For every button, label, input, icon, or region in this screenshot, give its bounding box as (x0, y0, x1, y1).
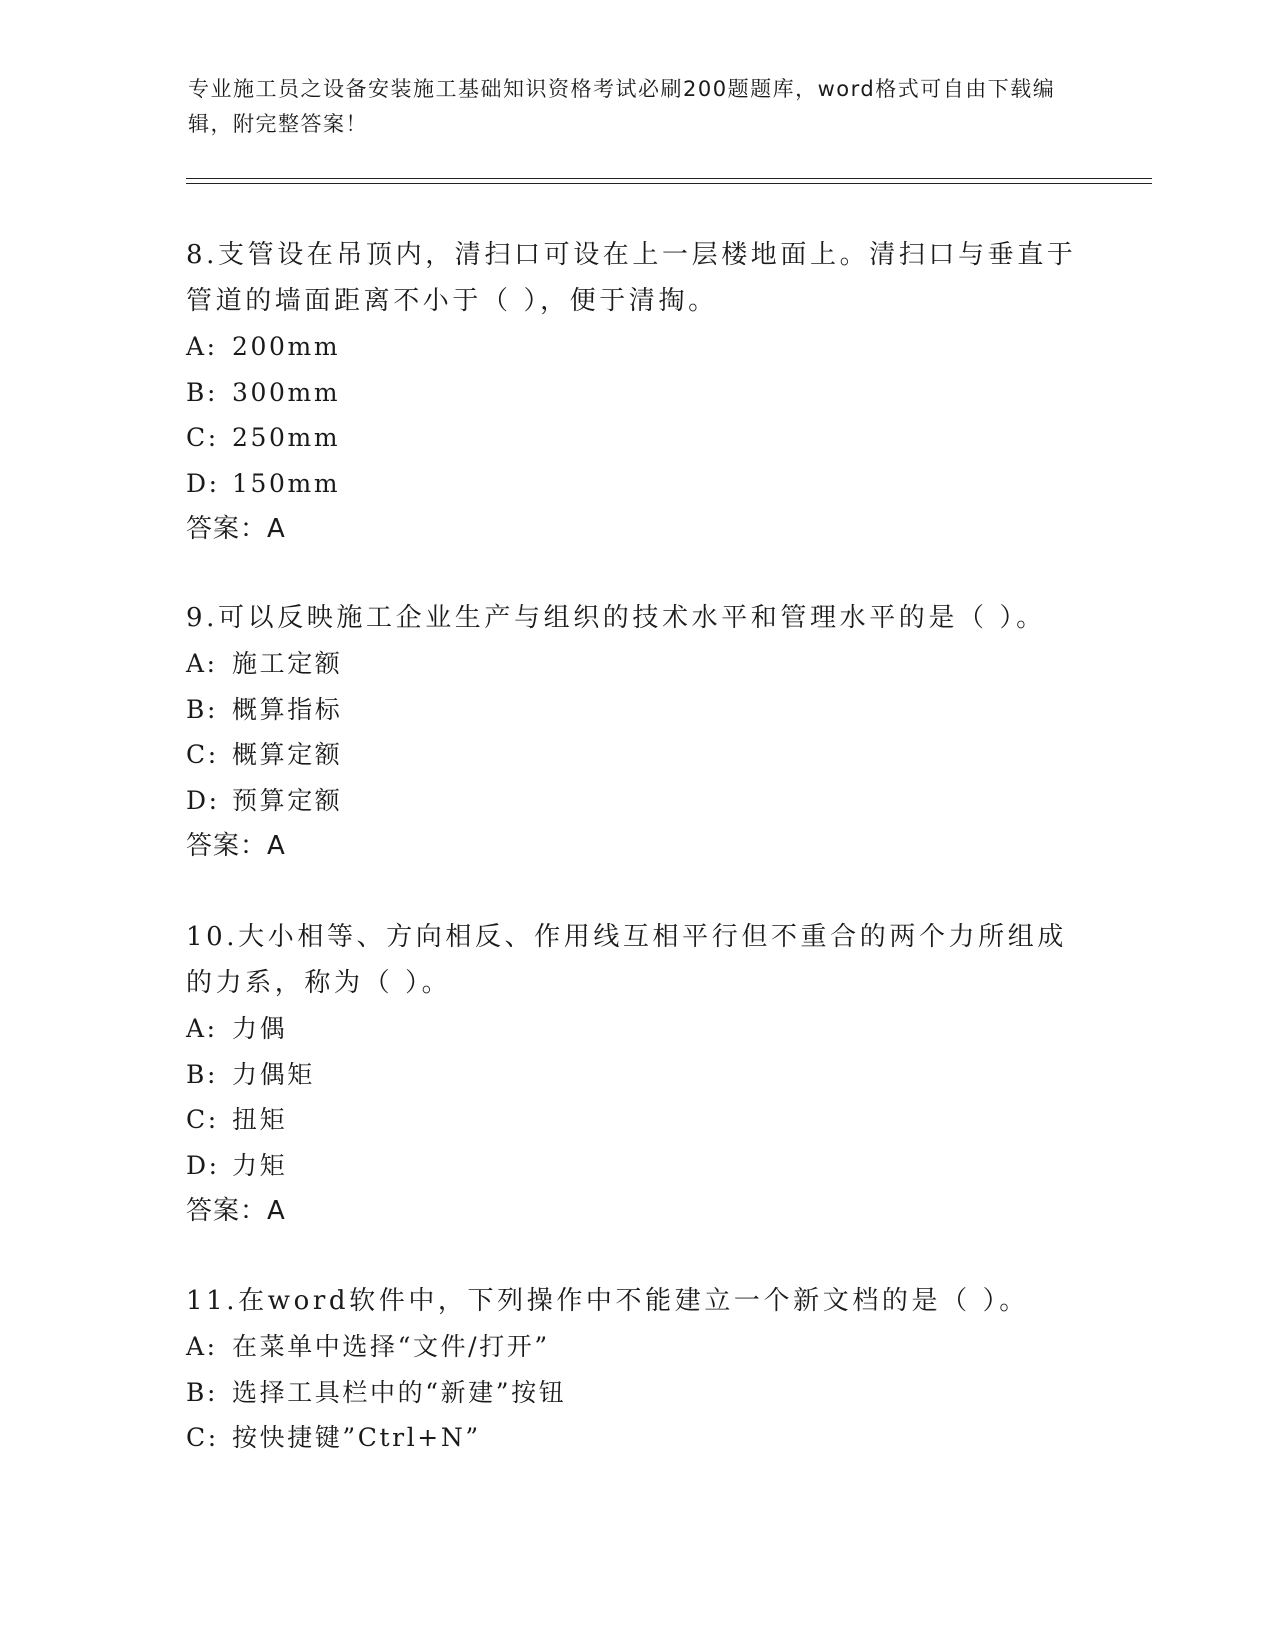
option-letter: A: (186, 1332, 218, 1361)
option-d (186, 1143, 1086, 1189)
option-text: 概算定额 (232, 740, 343, 769)
option-text: 150mm (232, 468, 341, 498)
header-divider-top (186, 178, 1152, 179)
question-8 (186, 232, 1086, 552)
option-text: 施工定额 (232, 649, 343, 678)
option-d (186, 461, 1086, 507)
header-divider-bottom (186, 183, 1152, 184)
question-stem: 11.在word软件中，下列操作中不能建立一个新文档的是（ ）。 (186, 1286, 1029, 1316)
option-b (186, 1052, 1086, 1098)
option-letter: D: (186, 1150, 220, 1180)
option-letter: D: (186, 785, 220, 815)
option-letter: B: (186, 694, 218, 724)
question-stem: 8.支管设在吊顶内，清扫口可设在上一层楼地面上。清扫口与垂直于管道的墙面距离不小于（ ），便于清掏。 (186, 240, 1077, 316)
option-text: 选择工具栏中的“新建”按钮 (232, 1377, 567, 1407)
option-text: 200mm (232, 332, 341, 361)
option-letter: D: (186, 468, 220, 498)
option-c (186, 1415, 1086, 1461)
option-letter: A: (186, 332, 218, 361)
option-a (186, 1324, 1086, 1370)
option-letter: C: (186, 423, 219, 452)
answer-line: 答案：A (186, 514, 286, 544)
option-text: 300mm (232, 377, 341, 407)
question-10 (186, 914, 1086, 1234)
option-text: 力矩 (232, 1150, 288, 1180)
option-text: 力偶矩 (232, 1059, 315, 1089)
option-c (186, 732, 1086, 778)
question-stem: 10.大小相等、方向相反、作用线互相平行但不重合的两个力所组成的力系，称为（ ）。 (186, 922, 1067, 998)
question-9 (186, 595, 1086, 869)
option-text: 概算指标 (232, 694, 343, 724)
option-letter: A: (186, 649, 218, 678)
option-c (186, 1097, 1086, 1143)
option-a (186, 641, 1086, 687)
option-letter: B: (186, 1059, 218, 1089)
option-letter: B: (186, 377, 218, 407)
answer-line: 答案：A (186, 1196, 286, 1226)
option-a (186, 324, 1086, 370)
option-d (186, 778, 1086, 824)
option-b (186, 687, 1086, 733)
question-11 (186, 1278, 1086, 1461)
option-b (186, 370, 1086, 416)
option-text: 预算定额 (232, 785, 343, 815)
option-text: 在菜单中选择“文件/打开” (232, 1332, 550, 1361)
option-text: 按快捷键”Ctrl+N” (232, 1423, 481, 1452)
option-letter: C: (186, 1105, 219, 1134)
option-c (186, 415, 1086, 461)
option-a (186, 1006, 1086, 1052)
question-stem: 9.可以反映施工企业生产与组织的技术水平和管理水平的是（ ）。 (186, 603, 1046, 633)
option-letter: C: (186, 1423, 219, 1452)
option-letter: A: (186, 1014, 218, 1043)
option-letter: C: (186, 740, 219, 769)
option-text: 250mm (232, 423, 341, 452)
option-b (186, 1370, 1086, 1416)
document-header: 专业施工员之设备安装施工基础知识资格考试必刷200题题库，word格式可自由下载编辑，附完整答案！ (188, 77, 1056, 136)
option-text: 力偶 (232, 1014, 288, 1043)
option-text: 扭矩 (232, 1105, 288, 1134)
answer-line: 答案：A (186, 831, 286, 861)
option-letter: B: (186, 1377, 218, 1407)
